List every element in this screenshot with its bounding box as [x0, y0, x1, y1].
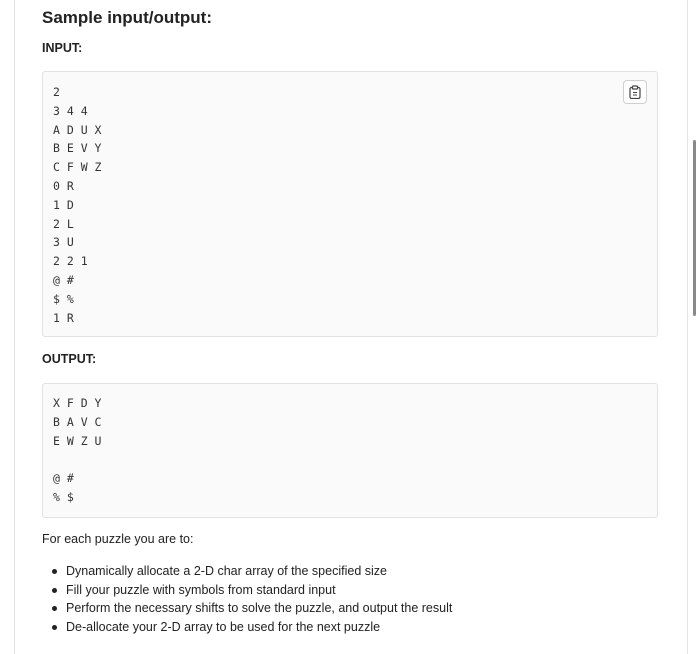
- list-item-text: De-allocate your 2-D array to be used for the next puzzle: [66, 619, 381, 634]
- clipboard-icon: [629, 85, 641, 99]
- input-label: INPUT:: [42, 41, 83, 55]
- page-scrollbar[interactable]: [693, 140, 696, 316]
- instructions-intro: For each puzzle you are to:: [42, 532, 194, 546]
- list-item: [52, 581, 452, 600]
- list-item-text: Dynamically allocate a 2-D char array of the specified size: [66, 564, 387, 578]
- list-item: [52, 562, 452, 581]
- bullet-icon: [52, 569, 57, 574]
- list-item-text: Perform the necessary shifts to solve the puzzle, and output the result: [66, 601, 453, 616]
- bullet-icon: [52, 588, 57, 593]
- input-code-text: 2 3 4 4 A D U X B E V Y C F W Z 0 R 1 D 2 L 3 U 2 2 1 @ # $ % 1 R: [53, 85, 102, 325]
- bullet-icon: [52, 606, 57, 611]
- input-code-block: [42, 71, 658, 337]
- bullet-icon: [52, 625, 57, 630]
- copy-button[interactable]: [623, 80, 647, 104]
- instructions-list: [52, 562, 452, 636]
- list-item: [52, 599, 452, 618]
- list-item: [52, 618, 452, 637]
- list-item-text: Fill your puzzle with symbols from standard input: [66, 582, 336, 597]
- section-title: Sample input/output:: [42, 8, 212, 27]
- output-label: OUTPUT:: [42, 352, 97, 366]
- output-code-text: X F D Y B A V C E W Z U @ # % $: [53, 396, 102, 504]
- output-code-block: [42, 383, 658, 518]
